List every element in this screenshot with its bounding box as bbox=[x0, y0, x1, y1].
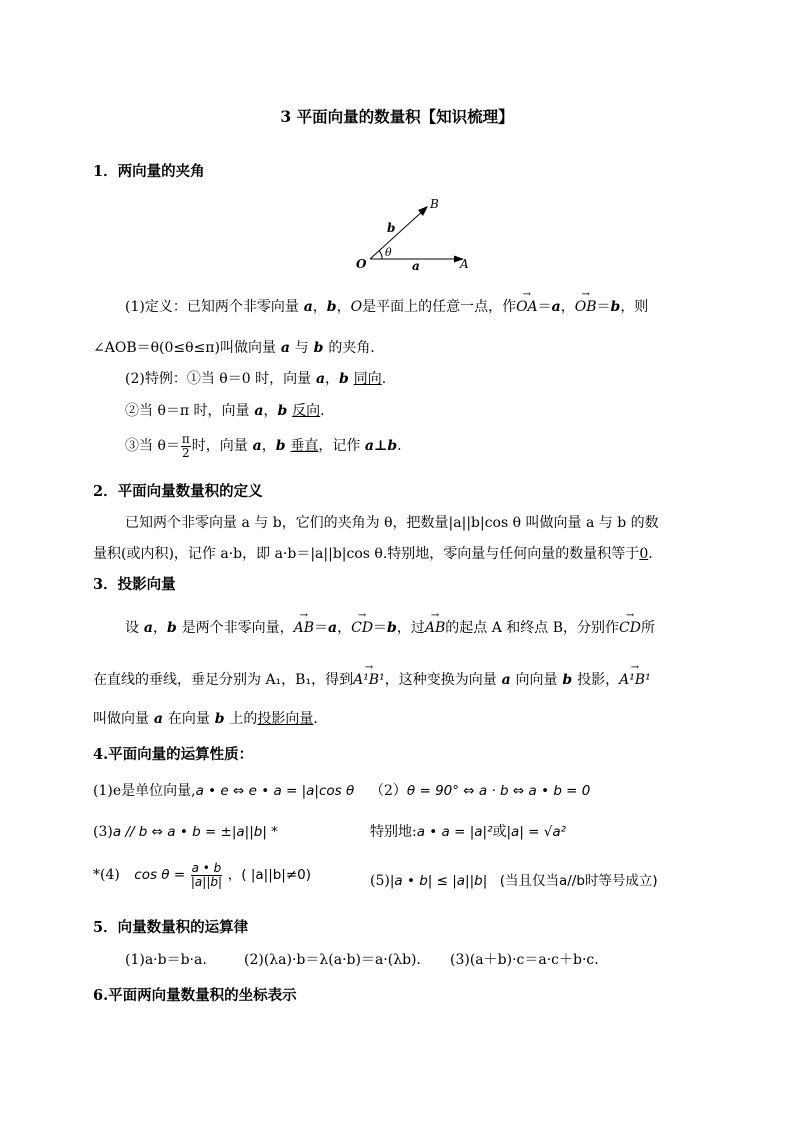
prop5-label: (5) bbox=[370, 873, 390, 889]
section-2-heading: 2．平面向量数量积的定义 bbox=[93, 483, 263, 500]
property-special bbox=[370, 825, 566, 840]
prop4-condition: ，( |a||b|≠0) bbox=[227, 867, 312, 884]
def-text-2: 是平面上的任意一点，作 bbox=[362, 299, 517, 315]
def-text-4: 的夹角． bbox=[328, 340, 385, 356]
s2-line2-text: 量积(或内积)，记作 a·b，即 a·b＝|a||b|cos θ.特别地，零向量与任何向量的数量积等于 bbox=[93, 546, 640, 562]
s3-l1-e: 所 bbox=[640, 620, 655, 636]
prop1-label: (1)e是单位向量, bbox=[93, 783, 196, 799]
s3-l1-b: 是两个非零向量， bbox=[181, 620, 294, 636]
label-b: b bbox=[387, 221, 396, 235]
section-3-line-1: 设 a，b 是两个非零向量，AB → ＝a，CD → ＝b，过AB → 的起点 A 和终点 B，分别作CD → 所 bbox=[125, 610, 655, 636]
section-4-heading: 4.平面向量的运算性质： bbox=[93, 746, 254, 763]
pi-denominator: 2 bbox=[182, 445, 190, 460]
s3-l2-b: ，这种变换为向量 bbox=[384, 672, 497, 688]
section-3-line-2: 在直线的垂线，垂足分别为 A₁，B₁，得到A¹B¹ → ，这种变换为向量 a 向向量 b 投影，A¹B¹ → bbox=[93, 662, 651, 688]
spec1-underline: 同向 bbox=[353, 371, 382, 387]
prop5-note: (当且仅当a//b时等号成立) bbox=[499, 873, 658, 889]
law-3: (3)(a＋b)·c＝a·c＋b·c. bbox=[450, 952, 599, 968]
s3-l2-c: 向向量 bbox=[515, 672, 558, 688]
vector-b-line bbox=[370, 209, 425, 259]
angle-arc bbox=[379, 251, 382, 260]
spec2-text: ②当 θ＝π 时，向量 bbox=[125, 403, 250, 419]
spec3-text-a: ③当 θ＝ bbox=[125, 438, 180, 455]
special-formula-2: |a| = √a² bbox=[506, 824, 567, 840]
section-3-line-3: 叫做向量 a 在向量 b 上的投影向量． bbox=[93, 711, 328, 727]
special-case-1: (2)特例：①当 θ＝0 时，向量 a，b 同向. bbox=[125, 371, 387, 387]
property-5 bbox=[370, 874, 658, 889]
prop2-label: （2） bbox=[370, 783, 407, 799]
special-formula-1: a • a = |a|² bbox=[416, 824, 493, 840]
property-4 bbox=[93, 862, 311, 888]
pi-numerator: π bbox=[181, 432, 190, 446]
section-1-heading: 1．两向量的夹角 bbox=[93, 163, 205, 180]
section-3-heading: 3．投影向量 bbox=[93, 576, 176, 593]
prop5-formula: |a • b| ≤ |a||b| bbox=[389, 873, 488, 889]
s3-l3-b: 在向量 bbox=[167, 711, 210, 727]
page-title: 3 平面向量的数量积【知识梳理】 bbox=[280, 107, 514, 126]
spec3-underline: 垂直 bbox=[290, 438, 319, 455]
s3-l3-d: ． bbox=[313, 711, 328, 727]
definition-line-1: (1)定义：已知两个非零向量 a，b，O是平面上的任意一点，作OA → ＝a，OB → ＝b，则 bbox=[125, 289, 649, 315]
spec3-notation: a⊥b bbox=[364, 438, 398, 455]
s3-l1-d: 的起点 A 和终点 B，分别作 bbox=[445, 620, 619, 636]
label-O: O bbox=[356, 257, 367, 271]
spec1-text: (2)特例：①当 θ＝0 时，向量 bbox=[125, 371, 312, 387]
law-2: (2)(λa)·b＝λ(a·b)＝a·(λb)． bbox=[244, 952, 431, 968]
prop3-formula: a // b ⇔ a • b = ±|a||b| * bbox=[112, 824, 278, 840]
s3-l1-c: ，过 bbox=[396, 620, 425, 636]
s3-l3-a: 叫做向量 bbox=[93, 711, 149, 727]
projection-vector-term: 投影向量 bbox=[257, 711, 314, 727]
section-6-heading: 6.平面两向量数量积的坐标表示 bbox=[93, 987, 297, 1004]
special-case-2: ②当 θ＝π 时，向量 a，b 反向. bbox=[125, 403, 325, 419]
special-label: 特别地: bbox=[370, 824, 417, 840]
spec3-text-b: 时，向量 bbox=[191, 438, 248, 455]
label-B: B bbox=[430, 197, 439, 211]
label-theta: θ bbox=[385, 246, 392, 259]
label-A: A bbox=[460, 257, 469, 271]
s3-l3-c: 上的 bbox=[229, 711, 258, 727]
section-2-line-2: 量积(或内积)，记作 a·b，即 a·b＝|a||b|cos θ.特别地，零向量与任何向量的数量积等于0. bbox=[93, 546, 653, 562]
angle-diagram bbox=[340, 192, 490, 274]
s3-l2-a: 在直线的垂线，垂足分别为 A₁，B₁，得到 bbox=[93, 672, 354, 688]
property-1 bbox=[93, 784, 354, 799]
section-5-heading: 5．向量数量积的运算律 bbox=[93, 919, 249, 936]
prop2-formula: θ = 90° ⇔ a · b ⇔ a • b = 0 bbox=[406, 783, 591, 799]
section-2-line-1: 已知两个非零向量 a 与 b，它们的夹角为 θ，把数量|a||b|cos θ 叫做向量 a 与 b 的数 bbox=[125, 515, 659, 531]
prop3-label: (3) bbox=[93, 824, 113, 840]
prop4-numerator: a • b bbox=[191, 861, 222, 875]
prop4-label: *(4) bbox=[93, 867, 120, 884]
spec2-underline: 反向 bbox=[292, 403, 321, 419]
def-text-3: ∠AOB＝θ(0≤θ≤π)叫做向量 bbox=[93, 340, 276, 356]
property-2 bbox=[370, 784, 590, 799]
s3-l2-d: 投影， bbox=[577, 672, 620, 688]
special-case-3: ③当 θ＝ $\frac{\pi}{2}$ 时，向量 a，b 垂直，记作 a⊥b. bbox=[125, 432, 402, 460]
property-3 bbox=[93, 825, 278, 840]
s3-l1-a: 设 bbox=[125, 620, 139, 636]
definition-line-2: ∠AOB＝θ(0≤θ≤π)叫做向量 a 与 b 的夹角． bbox=[93, 340, 385, 356]
prop4-cos: cos θ = bbox=[134, 867, 186, 884]
s2-zero-underline: 0 bbox=[639, 546, 649, 562]
special-or: 或 bbox=[492, 824, 507, 840]
spec3-text-c: ，记作 bbox=[318, 438, 361, 455]
prop1-formula: a • e ⇔ e • a = |a|cos θ bbox=[195, 783, 355, 799]
label-a: a bbox=[412, 259, 420, 273]
law-1: (1)a·b＝b·a. bbox=[125, 952, 207, 968]
def-text-1: (1)定义：已知两个非零向量 bbox=[125, 299, 299, 315]
prop4-denominator: |a||b| bbox=[190, 874, 223, 889]
